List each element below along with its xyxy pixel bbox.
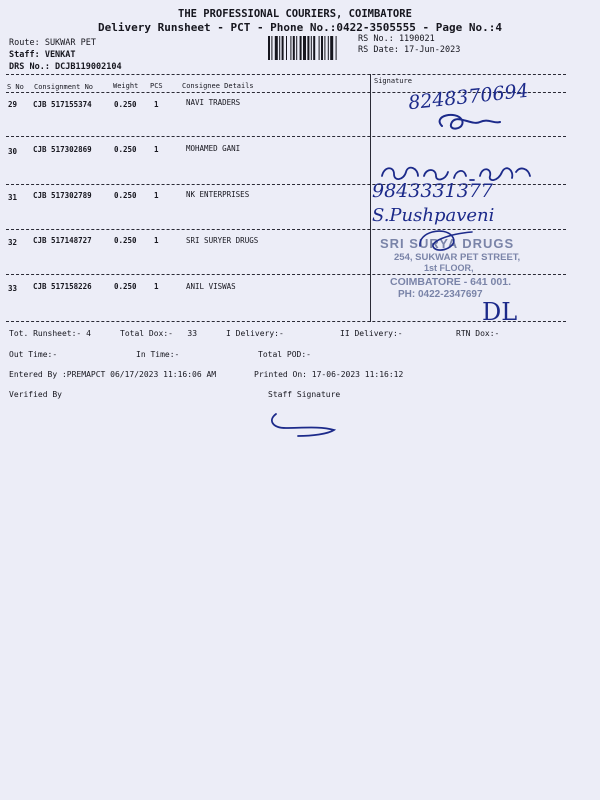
col-header-consignee: Consignee Details xyxy=(182,82,254,90)
entered-by: Entered By :PREMAPCT 06/17/2023 11:16:06 AM xyxy=(9,370,217,379)
total-pod: Total POD:- xyxy=(258,350,311,359)
printed-on: Printed On: 17-06-2023 11:16:12 xyxy=(254,370,404,379)
row-consignment: CJB 517302789 xyxy=(33,191,92,200)
row-consignment: CJB 517158226 xyxy=(33,282,92,291)
staff-signature-label: Staff Signature xyxy=(268,390,341,399)
ii-delivery: II Delivery:- xyxy=(340,329,403,338)
handwritten-signature-1 xyxy=(432,108,502,138)
row-weight: 0.250 xyxy=(114,145,137,154)
col-header-pcs: PCS xyxy=(150,82,163,90)
col-header-consignment: Consignment No xyxy=(34,83,94,91)
row-pcs: 1 xyxy=(154,100,159,109)
staff-label: Staff: VENKAT xyxy=(9,50,76,60)
row-sno: 30 xyxy=(8,147,18,156)
row-consignee: MOHAMED GANI xyxy=(186,144,241,153)
row-consignee: ANIL VISWAS xyxy=(186,282,236,291)
row-pcs: 1 xyxy=(154,236,159,245)
row-consignment: CJB 517155374 xyxy=(33,100,92,109)
row-consignee: SRI SURYER DRUGS xyxy=(186,236,259,245)
row-divider xyxy=(6,274,566,275)
company-title: THE PROFESSIONAL COURIERS, COIMBATORE xyxy=(178,8,412,20)
row-sno: 31 xyxy=(8,193,18,202)
row-weight: 0.250 xyxy=(114,100,137,109)
signature-name-3: S.Pushpaveni xyxy=(372,205,495,226)
row-sno: 29 xyxy=(8,100,18,109)
row-pcs: 1 xyxy=(154,191,159,200)
col-header-sno: S No xyxy=(7,83,24,91)
signature-phone-2: 9843331377 xyxy=(372,180,493,202)
row-sno: 32 xyxy=(8,238,18,247)
route-label: Route: SUKWAR PET xyxy=(9,38,96,48)
rs-date: RS Date: 17-Jun-2023 xyxy=(358,45,461,55)
row-weight: 0.250 xyxy=(114,191,137,200)
rtn-dox: RTN Dox:- xyxy=(456,329,500,338)
i-delivery: I Delivery:- xyxy=(226,329,284,338)
stamp-line-4: COIMBATORE - 641 001. xyxy=(390,276,511,288)
col-header-weight: Weight xyxy=(113,82,139,90)
col-header-signature: Signature xyxy=(374,77,412,85)
barcode xyxy=(268,36,358,60)
drs-number: DRS No.: DCJB119002104 xyxy=(9,62,122,72)
row-consignee: NAVI TRADERS xyxy=(186,98,241,107)
row-weight: 0.250 xyxy=(114,236,137,245)
row-consignment: CJB 517302869 xyxy=(33,145,92,154)
in-time: In Time:- xyxy=(136,350,180,359)
signature-initials-5: DL xyxy=(482,298,518,326)
stamp-overlay-scribble xyxy=(414,222,484,268)
stamp-line-3: 1st FLOOR, xyxy=(424,263,474,273)
row-consignee: NK ENTERPRISES xyxy=(186,190,250,199)
row-pcs: 1 xyxy=(154,145,159,154)
signature-column-divider xyxy=(370,74,371,322)
row-weight: 0.250 xyxy=(114,282,137,291)
row-sno: 33 xyxy=(8,284,18,293)
row-pcs: 1 xyxy=(154,282,159,291)
rs-number: RS No.: 1190021 xyxy=(358,34,435,44)
staff-handwritten-signature xyxy=(268,410,348,440)
signature-phone-1: 8248370694 xyxy=(407,79,530,115)
total-dox: Total Dox:- 33 xyxy=(120,329,198,338)
runsheet-subtitle: Delivery Runsheet - PCT - Phone No.:0422-3505555 - Page No.:4 xyxy=(98,21,502,34)
out-time: Out Time:- xyxy=(9,350,58,359)
verified-by: Verified By xyxy=(9,390,62,399)
stamp-line-5: PH: 0422-2347697 xyxy=(398,289,483,300)
stamp-line-2: 254, SUKWAR PET STREET, xyxy=(394,252,521,263)
stamp-line-1: SRI SURYA DRUGS xyxy=(380,236,515,251)
row-consignment: CJB 517148727 xyxy=(33,236,92,245)
table-top-rule xyxy=(6,74,566,75)
tot-runsheet: Tot. Runsheet:- 4 xyxy=(9,329,91,338)
